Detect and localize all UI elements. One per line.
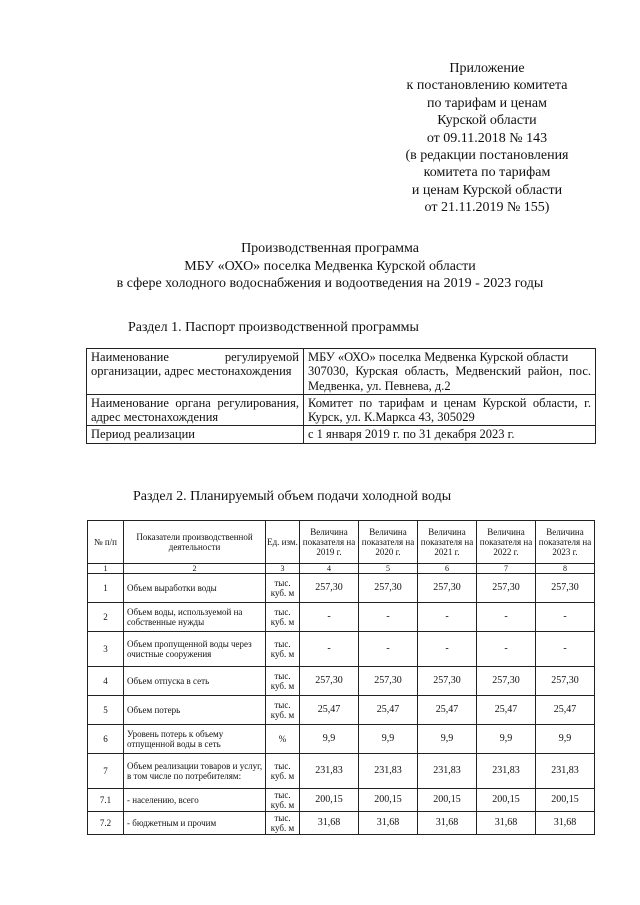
row-value: 257,30: [477, 667, 536, 696]
section1-heading: Раздел 1. Паспорт производственной программы: [128, 320, 419, 335]
column-number: 5: [359, 564, 418, 574]
row-unit: тыс. куб. м: [266, 667, 300, 696]
appendix-line: Курской области: [437, 113, 537, 129]
row-value: 257,30: [300, 667, 359, 696]
row-number: 7.2: [88, 812, 124, 835]
header-num: № п/п: [88, 521, 124, 564]
table-row: [88, 632, 595, 667]
appendix-line: от 09.11.2018 № 143: [426, 130, 548, 146]
document-title: [60, 240, 600, 293]
table-row: [88, 725, 595, 754]
row-value: -: [477, 603, 536, 632]
organization-name: МБУ «ОХО» поселка Медвенка Курской области: [308, 350, 569, 364]
row-value: 231,83: [418, 754, 477, 789]
row-value: -: [418, 603, 477, 632]
row-unit: тыс. куб. м: [266, 696, 300, 725]
row-value: 200,15: [418, 789, 477, 812]
section2-heading: Раздел 2. Планируемый объем подачи холодной воды: [133, 489, 452, 504]
appendix-line: комитета по тарифам: [423, 165, 551, 181]
row-value: 257,30: [477, 574, 536, 603]
row-number: 6: [88, 725, 124, 754]
row-value: -: [300, 632, 359, 667]
passport-row: [87, 426, 596, 443]
appendix-line: от 21.11.2019 № 155): [424, 200, 550, 216]
row-number: 5: [88, 696, 124, 725]
row-unit: тыс. куб. м: [266, 789, 300, 812]
header-2022: Величина показателя на 2022 г.: [477, 521, 536, 564]
row-value: 257,30: [418, 667, 477, 696]
row-value: 200,15: [300, 789, 359, 812]
passport-label: Период реализации: [87, 426, 304, 443]
row-value: 231,83: [536, 754, 595, 789]
row-number: 2: [88, 603, 124, 632]
appendix-line: к постановлению комитета: [406, 78, 568, 94]
row-value: 231,83: [359, 754, 418, 789]
row-number: 7: [88, 754, 124, 789]
title-line-1: Производственная программа: [241, 241, 419, 256]
row-value: 9,9: [359, 725, 418, 754]
row-value: 9,9: [477, 725, 536, 754]
row-value: -: [477, 632, 536, 667]
appendix-line: и ценам Курской области: [411, 182, 563, 198]
appendix-line: Приложение: [449, 61, 525, 76]
row-indicator: Объем отпуска в сеть: [124, 667, 266, 696]
row-value: 257,30: [300, 574, 359, 603]
row-number: 7.1: [88, 789, 124, 812]
column-number: 2: [124, 564, 266, 574]
header-indicator: Показатели производственной деятельности: [124, 521, 266, 564]
row-value: -: [418, 632, 477, 667]
row-value: -: [536, 632, 595, 667]
passport-row: [87, 349, 596, 395]
row-indicator: Объем потерь: [124, 696, 266, 725]
passport-label: Наименование регулируемой организации, адрес местонахождения: [87, 349, 304, 395]
row-value: 200,15: [536, 789, 595, 812]
column-number: 8: [536, 564, 595, 574]
header-unit: Ед. изм.: [266, 521, 300, 564]
passport-value: [304, 349, 596, 395]
row-value: 257,30: [359, 667, 418, 696]
appendix-line: по тарифам и ценам: [427, 95, 547, 111]
row-value: 200,15: [359, 789, 418, 812]
row-value: -: [536, 603, 595, 632]
table-body: [88, 574, 595, 835]
header-2023: Величина показателя на 2023 г.: [536, 521, 595, 564]
row-value: 31,68: [477, 812, 536, 835]
passport-label: Наименование органа регулирования, адрес местонахождения: [87, 394, 304, 426]
row-number: 1: [88, 574, 124, 603]
row-value: 25,47: [359, 696, 418, 725]
appendix-block: [372, 60, 602, 217]
row-value: 31,68: [359, 812, 418, 835]
passport-value: с 1 января 2019 г. по 31 декабря 2023 г.: [304, 426, 596, 443]
row-value: 257,30: [536, 667, 595, 696]
row-indicator: Уровень потерь к объему отпущенной воды в сеть: [124, 725, 266, 754]
row-unit: тыс. куб. м: [266, 754, 300, 789]
row-value: 9,9: [418, 725, 477, 754]
row-value: 25,47: [300, 696, 359, 725]
title-line-3: в сфере холодного водоснабжения и водоотведения на 2019 - 2023 годы: [116, 276, 544, 291]
appendix-line: (в редакции постановления: [405, 148, 569, 164]
row-value: 31,68: [536, 812, 595, 835]
row-value: 231,83: [300, 754, 359, 789]
row-number: 4: [88, 667, 124, 696]
table-row: [88, 667, 595, 696]
row-indicator: Объем реализации товаров и услуг, в том числе по потребителям:: [124, 754, 266, 789]
table-row: [88, 754, 595, 789]
row-indicator: - бюджетным и прочим: [124, 812, 266, 835]
water-volume-table: [87, 520, 595, 835]
row-number: 3: [88, 632, 124, 667]
row-indicator: Объем выработки воды: [124, 574, 266, 603]
title-line-2: МБУ «ОХО» поселка Медвенка Курской области: [184, 258, 476, 274]
row-value: -: [300, 603, 359, 632]
header-2019: Величина показателя на 2019 г.: [300, 521, 359, 564]
passport-table: [86, 348, 596, 444]
row-value: 25,47: [418, 696, 477, 725]
passport-value: Комитет по тарифам и ценам Курской области, г. Курск, ул. К.Маркса 43, 305029: [304, 394, 596, 426]
table-header-row: [88, 521, 595, 564]
row-indicator: Объем пропущенной воды через очистные сооружения: [124, 632, 266, 667]
row-value: 257,30: [359, 574, 418, 603]
row-unit: тыс. куб. м: [266, 574, 300, 603]
table-row: [88, 812, 595, 835]
row-value: 9,9: [536, 725, 595, 754]
row-value: 257,30: [418, 574, 477, 603]
table-row: [88, 574, 595, 603]
column-number: 1: [88, 564, 124, 574]
column-number-row: [88, 564, 595, 574]
table-row: [88, 789, 595, 812]
header-2020: Величина показателя на 2020 г.: [359, 521, 418, 564]
row-value: 257,30: [536, 574, 595, 603]
row-value: -: [359, 632, 418, 667]
header-2021: Величина показателя на 2021 г.: [418, 521, 477, 564]
row-value: 231,83: [477, 754, 536, 789]
row-value: 31,68: [418, 812, 477, 835]
column-number: 3: [266, 564, 300, 574]
column-number: 7: [477, 564, 536, 574]
passport-row: [87, 394, 596, 426]
row-value: 9,9: [300, 725, 359, 754]
table-row: [88, 603, 595, 632]
row-unit: тыс. куб. м: [266, 812, 300, 835]
row-unit: %: [266, 725, 300, 754]
column-number: 6: [418, 564, 477, 574]
row-value: 200,15: [477, 789, 536, 812]
row-value: 25,47: [477, 696, 536, 725]
column-number: 4: [300, 564, 359, 574]
table-row: [88, 696, 595, 725]
row-indicator: Объем воды, используемой на собственные нужды: [124, 603, 266, 632]
row-value: -: [359, 603, 418, 632]
organization-address: 307030, Курская область, Медвенский район, пос. Медвенка, ул. Певнева, д.2: [308, 364, 591, 393]
row-unit: тыс. куб. м: [266, 632, 300, 667]
row-indicator: - населению, всего: [124, 789, 266, 812]
row-unit: тыс. куб. м: [266, 603, 300, 632]
row-value: 25,47: [536, 696, 595, 725]
row-value: 31,68: [300, 812, 359, 835]
